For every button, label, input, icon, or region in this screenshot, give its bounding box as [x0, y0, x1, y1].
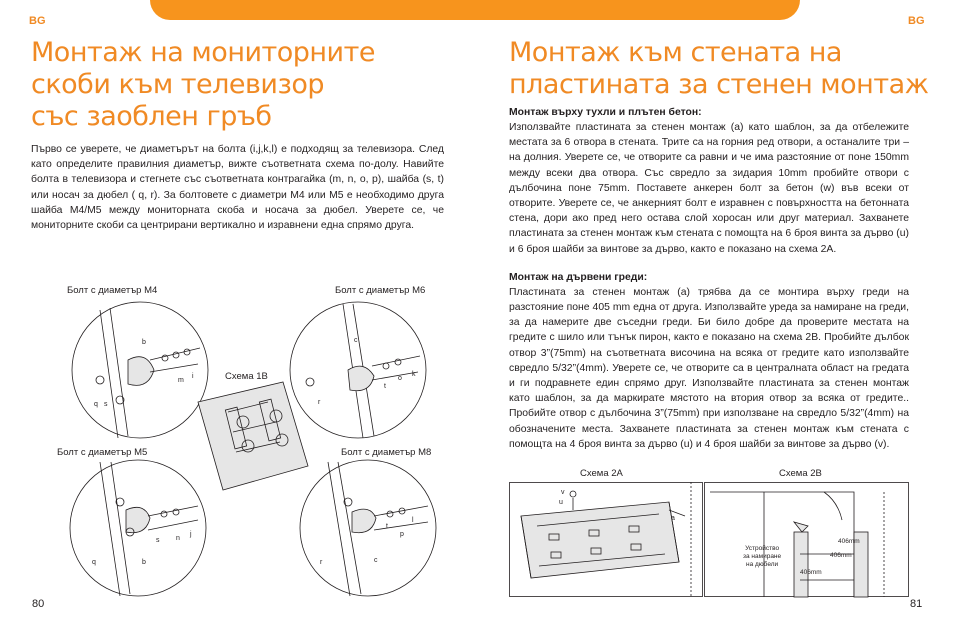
dim-label-2: 406mm [830, 552, 852, 559]
letter-m4-0: b [142, 339, 146, 346]
label-scheme-2a: Схема 2A [580, 468, 623, 479]
letter-m8-2: p [400, 531, 404, 538]
section-wood-title: Монтаж на дървени греди: [509, 271, 648, 283]
letter-2a-u: u [559, 499, 563, 506]
label-scheme-1b: Схема 1B [225, 371, 268, 382]
label-m8: Болт с диаметър М8 [341, 447, 432, 458]
section-wood-text: Пластината за стенен монтаж (a) трябва да се монтира върху греди на разстояние поне 405 mm една от друга. Използвайте уреда за намиране на греди, за да намерите две съседни греди. Би било добре да проверите местата на гредите с шило или тънък пирон, както е показано на схема 2B. Пробийте дълбок отвор 3”(75mm) на съответната височина на всяка от гредите като използвайте свредло 5/32”(4mm). Уверете се, че отворите са в централната област на гредата и ги подравнете един спрямо друг. Използвайте пластината за стенен монтаж като шаблон, за да маркирате мястото на втория отвор за всяка от гредите.. Пробийте отвор с дълбочина 3”(75mm) при използване на свредло 5/32”(4mm) на обозначените места. Захванете пластината за стенен монтаж към стената с помощта на 4 броя винта за дърво (u) и 4 броя шайби за винтове за дърво (v). [509, 286, 909, 450]
letter-m6-4: r [318, 399, 321, 406]
letter-m5-1: j [190, 531, 192, 538]
label-m4: Болт с диаметър М4 [67, 285, 158, 296]
language-label-right: BG [908, 15, 925, 27]
letter-m5-0: b [142, 559, 146, 566]
label-m6: Болт с диаметър М6 [335, 285, 426, 296]
figure-scheme-1b [188, 382, 318, 492]
letter-m4-3: q [94, 401, 98, 408]
letter-m5-4: s [156, 537, 160, 544]
letter-m6-3: t [384, 383, 386, 390]
letter-m8-1: l [412, 517, 414, 524]
letter-m4-2: m [178, 377, 184, 384]
letter-m6-0: c [354, 337, 358, 344]
left-page-title: Монтаж на мониторните скоби към телевизор със заоблен гръб [31, 37, 375, 132]
figure-scheme-2a [509, 482, 703, 597]
letter-m5-3: q [92, 559, 96, 566]
section-bricks-title: Монтаж върху тухли и плътен бетон: [509, 107, 702, 118]
label-scheme-2b: Схема 2B [779, 468, 822, 479]
letter-m8-0: c [374, 557, 378, 564]
figure-m5-detail [68, 458, 208, 598]
figure-scheme-2b [704, 482, 909, 597]
right-page-title: Монтаж към стената на пластината за стенен монтаж [509, 37, 929, 100]
letter-m6-2: o [398, 375, 402, 382]
language-label-left: BG [29, 15, 46, 27]
page-number-right: 81 [910, 598, 923, 610]
letter-m5-2: n [176, 535, 180, 542]
letter-m8-4: t [386, 523, 388, 530]
letter-m4-1: i [192, 373, 194, 380]
section-bricks-text: Използвайте пластината за стенен монтаж (a) като шаблон, за да отбележите местата за 6 отвора в стената. Трите са на горния ред отвори, а останалите три – на долния. Уверете се, че отворите са равни и че има разстояние от поне 150mm между всеки два отвора. Със свредло за зидария 10mm пробийте отвори с дълбочина поне 75mm. Поставете анкерен болт за бетон (w) във всеки от отворите. Уверете се, че анкерният болт е изравнен с повърхността на бетонната стена, дори ако пред него остава слой хоросан или друг материал. Захванете пластината за стенен монтаж към стената с помощта на 6 броя винта за дърво (u) и 6 броя шайби за винтове за дърво, както е показано на схема 2A. [509, 122, 909, 255]
figure-m8-detail [298, 458, 438, 598]
dim-label-1: 406mm [838, 538, 860, 545]
dim-label-3: 406mm [800, 569, 822, 576]
left-paragraph: Първо се уверете, че диаметърът на болта (i,j,k,l) е подходящ за телевизора. След като определите правилния диаметър, вижте съответната схема по-долу. Навийте болта в телевизора и стегнете със съответната контрагайка (m, n, o, p), шайба (s, t) или носач за дюбел ( q, r). За болтовете с диаметри M4 или M5 е необходимо друга шайба M4/M5 между мониторната скоба и носача за дюбел. Уверете се, че мониторните скоби са центрирани вертикално и изравнени една спрямо друга. [31, 144, 444, 232]
letter-m6-1: k [412, 371, 416, 378]
label-stud-finder: Устройство за намиране на дюбели [743, 545, 782, 568]
letter-m4-4: s [104, 401, 108, 408]
right-text-column [509, 106, 909, 452]
page-number-left: 80 [32, 598, 45, 610]
letter-2a-a: a [671, 515, 675, 522]
letter-m8-3: r [320, 559, 323, 566]
label-m5: Болт с диаметър М5 [57, 447, 148, 458]
header-tab [150, 0, 800, 20]
letter-2a-v: v [561, 489, 565, 496]
